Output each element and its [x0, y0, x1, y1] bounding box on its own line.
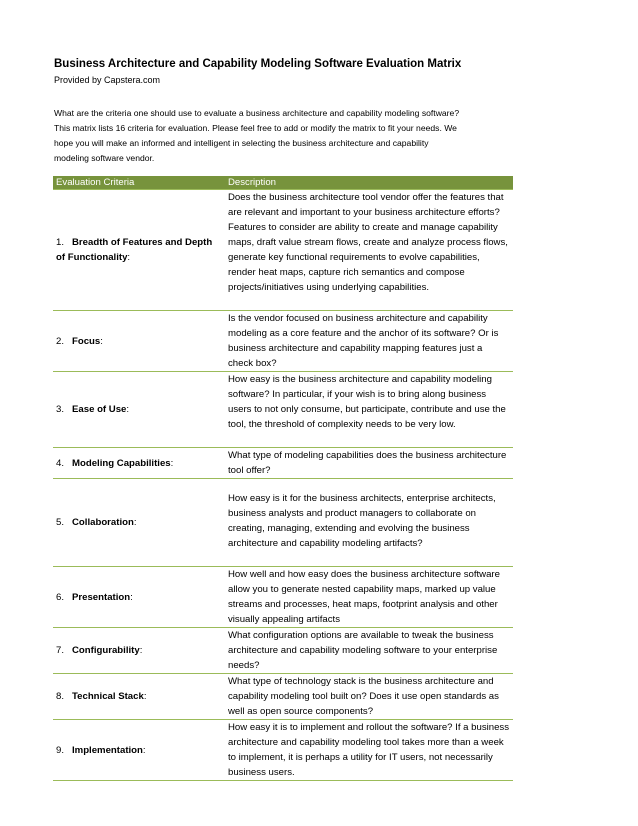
intro-paragraph	[54, 106, 524, 166]
criteria-name: Technical Stack	[72, 691, 144, 702]
table-row	[53, 674, 513, 720]
document-title: Business Architecture and Capability Modeling Software Evaluation Matrix	[54, 58, 462, 70]
criteria-suffix: :	[143, 691, 147, 702]
table-header-row	[53, 176, 513, 190]
criteria-suffix: :	[133, 517, 137, 528]
criteria-number: 7.	[56, 645, 65, 656]
criteria-name: Breadth of Features and Depth of Functionality	[56, 237, 213, 263]
criteria-number: 3.	[56, 404, 65, 415]
description-cell: What configuration options are available to tweak the business architecture and capability modeling software to your enterprise needs?	[225, 628, 513, 674]
description-cell: How well and how easy does the business architecture software allow you to generate nested capability maps, marked up value streams and processes, heat maps, footprint analysis and other visually appealing artifacts	[225, 567, 513, 628]
description-cell: How easy is the business architecture and capability modeling software? In particular, if your wish is to bring along business users to not only consume, but participate, contribute and use the tool, the threshold of complexity needs to be very low.	[225, 372, 513, 448]
criteria-name: Collaboration	[72, 517, 134, 528]
table-row	[53, 448, 513, 479]
criteria-number: 4.	[56, 457, 65, 469]
criteria-suffix: :	[127, 252, 131, 263]
criteria-number: 2.	[56, 335, 65, 347]
criteria-cell	[53, 190, 225, 311]
column-header-description: Description	[225, 176, 513, 190]
criteria-number: 8.	[56, 691, 65, 702]
table-row	[53, 628, 513, 674]
criteria-name: Implementation	[72, 744, 143, 756]
criteria-number: 1.	[56, 237, 65, 248]
table-row	[53, 372, 513, 448]
criteria-name: Focus	[72, 335, 101, 347]
criteria-name: Configurability	[72, 645, 140, 656]
criteria-suffix: :	[170, 457, 174, 469]
criteria-suffix: :	[126, 404, 130, 415]
criteria-cell	[53, 479, 225, 567]
table-row	[53, 479, 513, 567]
criteria-cell	[53, 311, 225, 372]
column-header-criteria: Evaluation Criteria	[53, 176, 225, 190]
criteria-name: Modeling Capabilities	[72, 457, 171, 469]
table-row	[53, 311, 513, 372]
intro-line: What are the criteria one should use to evaluate a business architecture and capability modeling software?	[54, 108, 460, 118]
provided-by-line: Provided by Capstera.com	[54, 75, 161, 85]
description-cell: Does the business architecture tool vendor offer the features that are relevant and important to your business architecture efforts? Features to consider are ability to create and manage capability maps, draft value stream flows, create and analyze process flows, generate key functional requirements to evolve capabilities, render heat maps, capture rich semantics and compose projects/initiatives using underlying capabilities.	[225, 190, 513, 311]
criteria-cell	[53, 720, 225, 781]
table-row	[53, 720, 513, 781]
intro-line: modeling software vendor.	[54, 153, 155, 163]
description-cell: What type of technology stack is the business architecture and capability modeling tool built on? Does it use open standards as well as open source components?	[225, 674, 513, 720]
criteria-suffix: :	[142, 744, 146, 756]
evaluation-matrix-table	[53, 176, 513, 781]
criteria-cell	[53, 448, 225, 479]
criteria-number: 5.	[56, 517, 65, 528]
criteria-suffix: :	[139, 645, 143, 656]
description-cell: Is the vendor focused on business architecture and capability modeling as a core feature and the anchor of its software? Or is business architecture and capability mapping features just a check box?	[225, 311, 513, 372]
criteria-suffix: :	[100, 335, 103, 347]
criteria-suffix: :	[130, 591, 133, 603]
criteria-cell	[53, 628, 225, 674]
criteria-cell	[53, 674, 225, 720]
criteria-cell	[53, 372, 225, 448]
criteria-number: 6.	[56, 591, 65, 603]
criteria-name: Ease of Use	[72, 404, 127, 415]
intro-line: This matrix lists 16 criteria for evaluation. Please feel free to add or modify the matrix to fit your needs. We	[54, 123, 457, 133]
table-row	[53, 190, 513, 311]
description-cell: How easy is it for the business architects, enterprise architects, business analysts and product managers to collaborate on creating, managing, extending and evolving the business architecture and capability modeling artifacts?	[225, 479, 513, 567]
criteria-name: Presentation	[72, 591, 131, 603]
criteria-number: 9.	[56, 744, 65, 756]
description-cell: What type of modeling capabilities does the business architecture tool offer?	[225, 448, 513, 479]
intro-line: hope you will make an informed and intelligent in selecting the business architecture and capability	[54, 138, 429, 148]
description-cell: How easy it is to implement and rollout the software? If a business architecture and capability modeling tool takes more than a week to implement, it is perhaps a utility for IT users, not necessarily business users.	[225, 720, 513, 781]
table-row	[53, 567, 513, 628]
criteria-cell	[53, 567, 225, 628]
